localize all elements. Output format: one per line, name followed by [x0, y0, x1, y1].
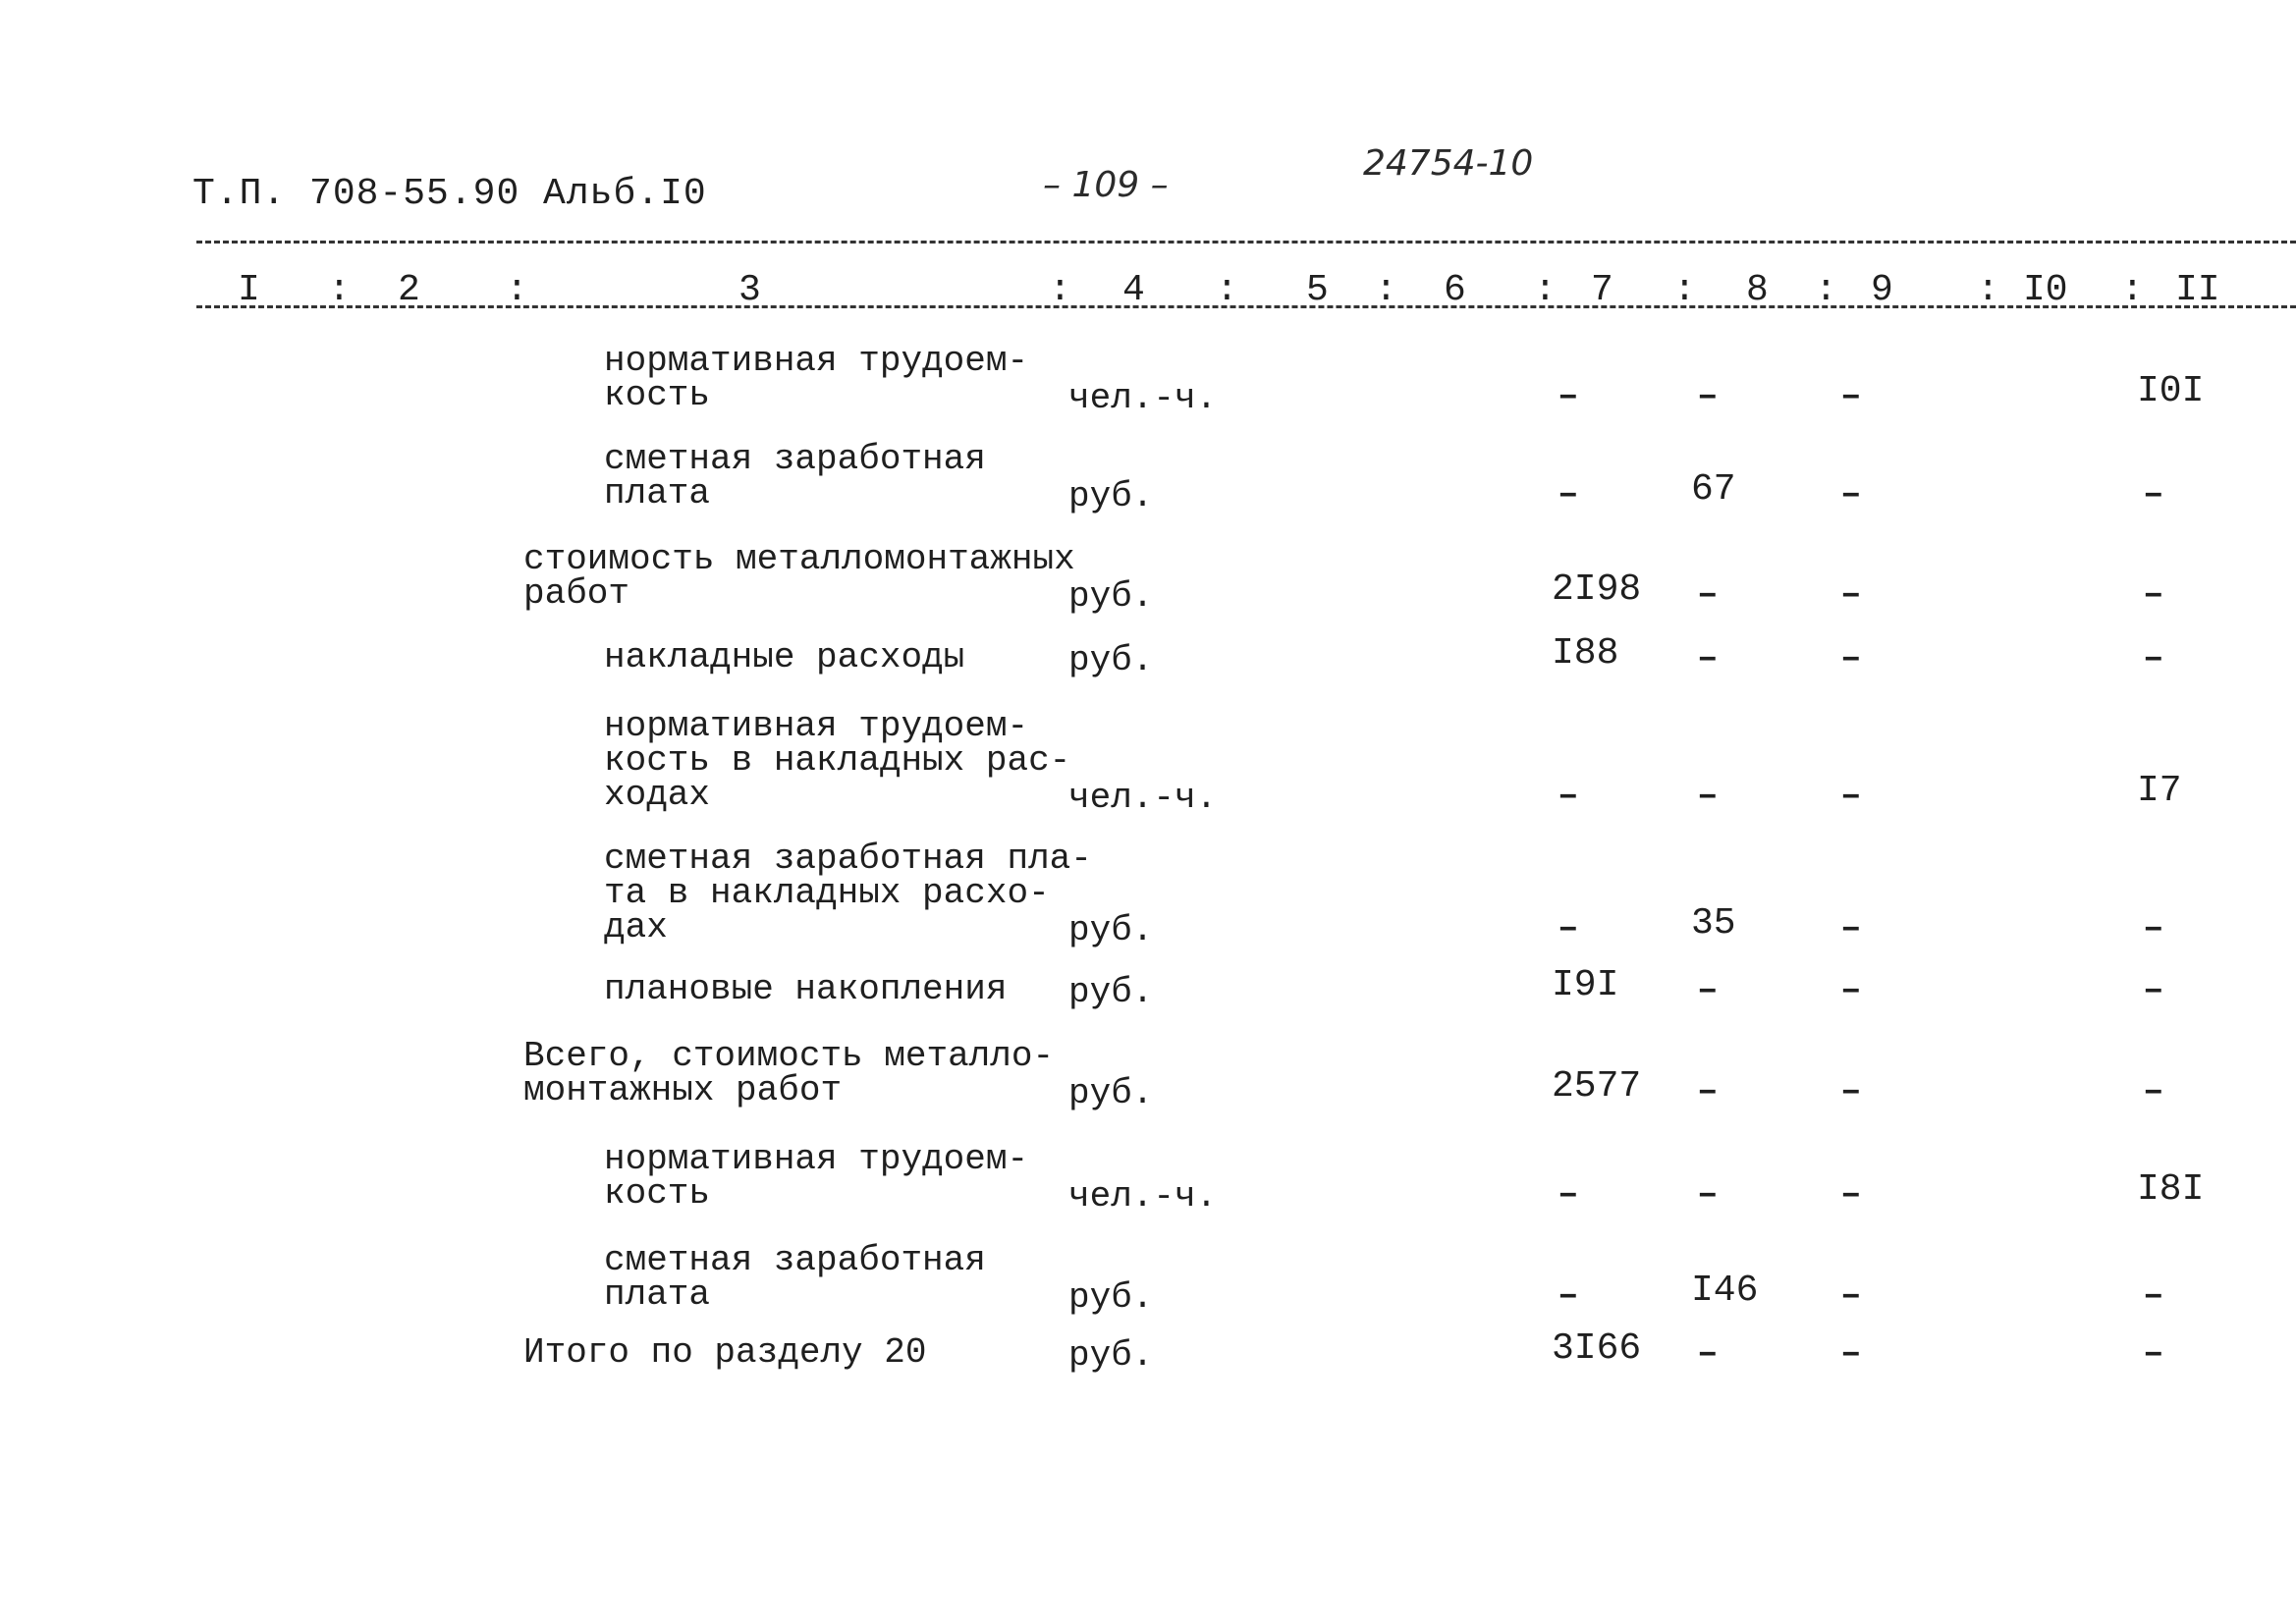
column-number-10: I0	[2023, 269, 2068, 311]
row-label: сметная заработная плата	[604, 439, 986, 514]
value-cell-c8: –	[1697, 574, 1719, 615]
value-cell-c9: –	[1840, 376, 1862, 416]
column-separator: :	[1673, 269, 1696, 311]
value-cell-c9: –	[1840, 474, 1862, 514]
column-separator: :	[1216, 269, 1238, 311]
value-cell-c11: –	[2143, 1333, 2164, 1374]
value-cell-c11: –	[2143, 474, 2164, 514]
column-number-2: 2	[398, 269, 420, 311]
header-separator-line	[196, 241, 2296, 243]
value-cell-c9: –	[1840, 574, 1862, 615]
row-label: плановые накопления	[604, 969, 1008, 1009]
column-number-3: 3	[738, 269, 761, 311]
value-cell-c7: 2577	[1552, 1065, 1642, 1108]
column-separator: :	[506, 269, 528, 311]
value-cell-c8: I46	[1691, 1270, 1759, 1312]
value-cell-c9: –	[1840, 1174, 1862, 1215]
document-reference: Т.П. 708-55.90 Альб.I0	[192, 173, 707, 215]
value-cell-c7: I88	[1552, 632, 1619, 675]
column-separator: :	[2121, 269, 2144, 311]
value-cell-c11: –	[2143, 970, 2164, 1010]
unit-cell: руб.	[1068, 1277, 1154, 1318]
value-cell-c8: –	[1697, 376, 1719, 416]
value-cell-c7: –	[1558, 776, 1579, 816]
value-cell-c8: –	[1697, 638, 1719, 678]
column-number-4: 4	[1122, 269, 1145, 311]
value-cell-c11: I0I	[2137, 370, 2205, 412]
column-separator: :	[1375, 269, 1397, 311]
value-cell-c9: –	[1840, 1071, 1862, 1111]
column-number-7: 7	[1591, 269, 1613, 311]
value-cell-c9: –	[1840, 776, 1862, 816]
value-cell-c7: –	[1558, 1275, 1579, 1316]
unit-cell: руб.	[1068, 576, 1154, 617]
row-label: Всего, стоимость металло- монтажных работ	[523, 1036, 1055, 1110]
value-cell-c7: –	[1558, 474, 1579, 514]
value-cell-c11: –	[2143, 574, 2164, 615]
page-number: – 109 –	[1043, 165, 1169, 205]
value-cell-c7: –	[1558, 376, 1579, 416]
row-label: Итого по разделу 20	[523, 1332, 927, 1373]
unit-cell: руб.	[1068, 1073, 1154, 1113]
value-cell-c9: –	[1840, 970, 1862, 1010]
value-cell-c7: 3I66	[1552, 1327, 1642, 1370]
unit-cell: руб.	[1068, 1335, 1154, 1376]
value-cell-c7: –	[1558, 1174, 1579, 1215]
row-label: нормативная трудоем- кость	[604, 1139, 1029, 1214]
value-cell-c11: –	[2143, 638, 2164, 678]
document-code: 24754-10	[1363, 143, 1534, 184]
row-label: нормативная трудоем- кость в накладных рас- ходах	[604, 706, 1071, 815]
row-label: сметная заработная пла- та в накладных расхо- дах	[604, 839, 1092, 947]
value-cell-c9: –	[1840, 908, 1862, 948]
unit-cell: руб.	[1068, 640, 1154, 680]
unit-cell: чел.-ч.	[1068, 378, 1218, 418]
column-number-6: 6	[1444, 269, 1466, 311]
row-label: накладные расходы	[604, 637, 965, 677]
value-cell-c8: –	[1697, 1333, 1719, 1374]
value-cell-c8: 67	[1691, 468, 1736, 511]
value-cell-c7: 2I98	[1552, 568, 1642, 611]
value-cell-c8: –	[1697, 776, 1719, 816]
value-cell-c8: –	[1697, 1071, 1719, 1111]
column-separator: :	[1534, 269, 1557, 311]
column-number-1: I	[238, 269, 260, 311]
unit-cell: руб.	[1068, 910, 1154, 950]
value-cell-c8: –	[1697, 970, 1719, 1010]
row-label: стоимость металломонтажных работ	[523, 539, 1075, 614]
unit-cell: чел.-ч.	[1068, 1176, 1218, 1217]
unit-cell: руб.	[1068, 972, 1154, 1012]
value-cell-c9: –	[1840, 1333, 1862, 1374]
column-separator: :	[1049, 269, 1071, 311]
column-number-9: 9	[1871, 269, 1893, 311]
row-label: сметная заработная плата	[604, 1240, 986, 1315]
value-cell-c11: –	[2143, 1071, 2164, 1111]
value-cell-c8: 35	[1691, 902, 1736, 945]
column-separator: :	[328, 269, 351, 311]
value-cell-c8: –	[1697, 1174, 1719, 1215]
row-label: нормативная трудоем- кость	[604, 341, 1029, 415]
column-number-5: 5	[1306, 269, 1329, 311]
value-cell-c11: –	[2143, 1275, 2164, 1316]
value-cell-c9: –	[1840, 1275, 1862, 1316]
unit-cell: руб.	[1068, 476, 1154, 516]
value-cell-c9: –	[1840, 638, 1862, 678]
value-cell-c7: I9I	[1552, 964, 1619, 1006]
column-number-8: 8	[1746, 269, 1769, 311]
value-cell-c7: –	[1558, 908, 1579, 948]
value-cell-c11: I8I	[2137, 1168, 2205, 1211]
column-separator: :	[1977, 269, 1999, 311]
value-cell-c11: I7	[2137, 770, 2182, 812]
value-cell-c11: –	[2143, 908, 2164, 948]
column-separator: :	[1815, 269, 1837, 311]
column-number-11: II	[2175, 269, 2220, 311]
unit-cell: чел.-ч.	[1068, 778, 1218, 818]
